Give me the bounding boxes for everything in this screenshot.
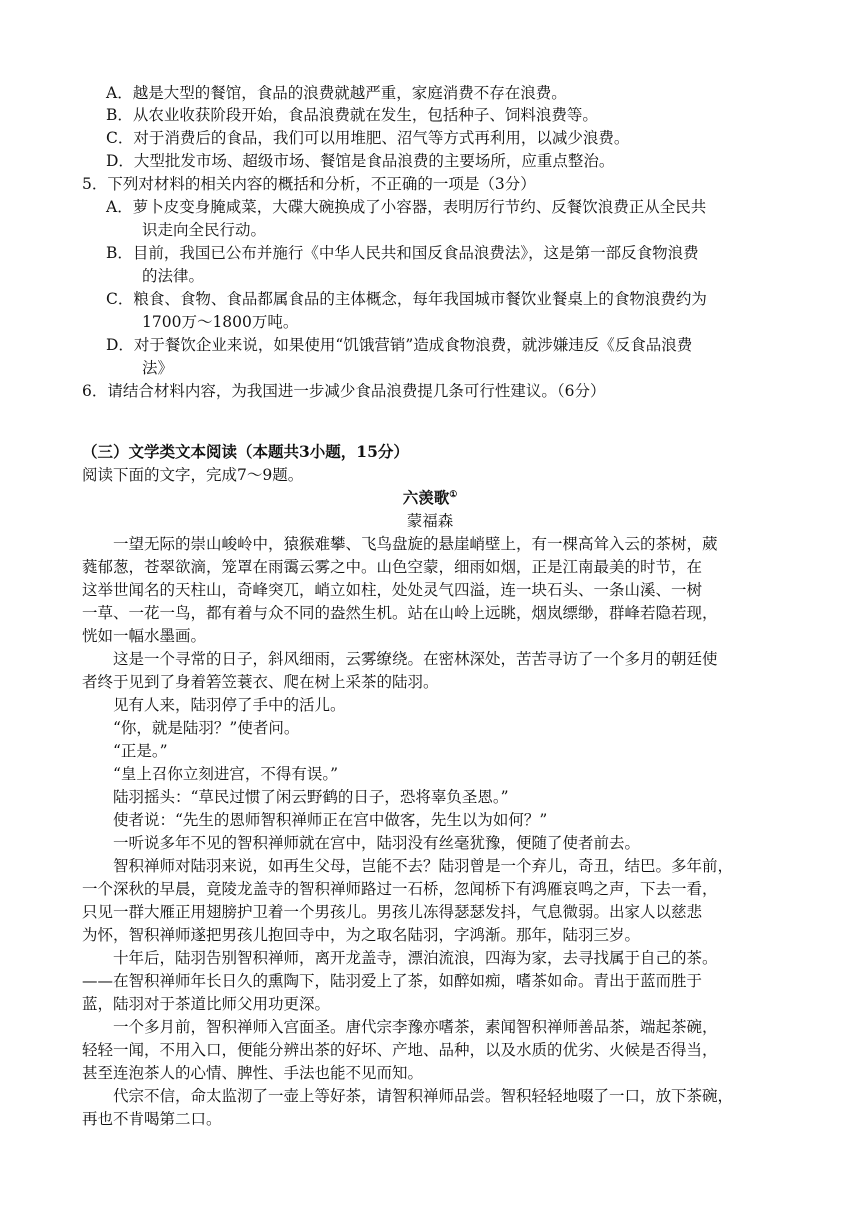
story-line: “你，就是陆羽？”使者问。 bbox=[82, 719, 300, 737]
story-line: 智积禅师对陆羽来说，如再生父母，岂能不去？陆羽曾是一个弃儿，奇丑，结巴。多年前， bbox=[82, 857, 734, 875]
story-title-text: 六羡歌 bbox=[402, 488, 450, 507]
story-line: 见有人来，陆羽停了手中的活儿。 bbox=[82, 696, 346, 714]
story-line: 甚至连泡茶人的心情、脾性、手法也能不见而知。 bbox=[82, 1064, 424, 1082]
q5-option-b-line1: B．目前，我国已公布并施行《中华人民共和国反食品浪费法》，这是第一部反食物浪费 bbox=[106, 244, 699, 262]
story-line: 再也不肯喝第二口。 bbox=[82, 1110, 222, 1128]
story-line: 只见一群大雁正用翅膀护卫着一个男孩儿。男孩儿冻得瑟瑟发抖，气息微弱。出家人以慈悲 bbox=[82, 903, 703, 921]
story-line: 轻轻一闻，不用入口，便能分辨出茶的好坏、产地、品种，以及水质的优劣、火候是否得当， bbox=[82, 1041, 718, 1059]
section-heading: （三）文学类文本阅读（本题共3小题，15分） bbox=[82, 442, 409, 461]
q4-option-d: D．大型批发市场、超级市场、餐馆是食品浪费的主要场所，应重点整治。 bbox=[106, 152, 615, 170]
q5-option-d-line1: D．对于餐饮企业来说，如果使用“饥饿营销”造成食物浪费，就涉嫌违反《反食品浪费 bbox=[106, 336, 693, 354]
story-author: 蒙福森 bbox=[406, 512, 454, 530]
story-line: 者终于见到了身着箬笠蓑衣、爬在树上采茶的陆羽。 bbox=[82, 673, 439, 691]
story-line: 恍如一幅水墨画。 bbox=[82, 627, 207, 645]
story-line: 这举世闻名的天柱山，奇峰突兀，峭立如柱，处处灵气四溢，连一块石头、一条山溪、一树 bbox=[82, 581, 703, 599]
story-line: 一望无际的崇山峻岭中，猿猴难攀、飞鸟盘旋的悬崖峭壁上，有一棵高耸入云的茶树，葳 bbox=[82, 535, 718, 553]
story-line: “正是。” bbox=[82, 742, 168, 760]
q4-option-a: A．越是大型的餐馆，食品的浪费就越严重，家庭消费不存在浪费。 bbox=[106, 84, 567, 102]
story-line: 蕤郁葱，苍翠欲滴，笼罩在雨霭云雾之中。山色空蒙，细雨如烟，正是江南最美的时节，在 bbox=[82, 558, 703, 576]
story-line: 一草、一花一鸟，都有着与众不同的盎然生机。站在山岭上远眺，烟岚缥缈，群峰若隐若现， bbox=[82, 604, 718, 622]
story-line: 一个深秋的早晨，竟陵龙盖寺的智积禅师路过一石桥，忽闻桥下有鸿雁哀鸣之声，下去一看， bbox=[82, 880, 718, 898]
story-line: 十年后，陆羽告别智积禅师，离开龙盖寺，漂泊流浪，四海为家，去寻找属于自己的茶。 bbox=[82, 949, 718, 967]
story-line: 一个多月前，智积禅师入宫面圣。唐代宗李豫亦嗜茶，素闻智积禅师善品茶，端起茶碗， bbox=[82, 1018, 718, 1036]
story-line: “皇上召你立刻进宫，不得有误。” bbox=[82, 765, 339, 783]
q5-option-b-line2: 的法律。 bbox=[142, 267, 205, 285]
q5-option-a-line1: A．萝卜皮变身腌咸菜，大碟大碗换成了小容器，表明厉行节约、反餐饮浪费正从全民共 bbox=[106, 198, 707, 216]
q4-option-c: C．对于消费后的食品，我们可以用堆肥、沼气等方式再利用，以减少浪费。 bbox=[106, 129, 630, 147]
q5-option-d-line2: 法》 bbox=[142, 359, 174, 377]
section-instruction: 阅读下面的文字，完成7～9题。 bbox=[82, 466, 304, 484]
story-line: 蓝，陆羽对于茶道比师父用功更深。 bbox=[82, 995, 331, 1013]
story-line: ——在智积禅师年长日久的熏陶下，陆羽爱上了茶，如醉如痴，嗜茶如命。青出于蓝而胜于 bbox=[82, 972, 703, 990]
q5-option-a-line2: 识走向全民行动。 bbox=[142, 221, 267, 239]
story-line: 使者说：“先生的恩师智积禅师正在宫中做客，先生以为如何？” bbox=[82, 811, 548, 829]
q5-stem: 5．下列对材料的相关内容的概括和分析，不正确的一项是（3分） bbox=[82, 175, 536, 193]
q5-option-c-line1: C．粮食、食物、食品都属食品的主体概念，每年我国城市餐饮业餐桌上的食物浪费约为 bbox=[106, 290, 707, 308]
q5-option-c-line2: 1700万～1800万吨。 bbox=[142, 313, 299, 331]
story-line: 代宗不信，命太监沏了一壶上等好茶，请智积禅师品尝。智积轻轻地啜了一口，放下茶碗， bbox=[82, 1087, 734, 1105]
story-line: 一听说多年不见的智积禅师就在宫中，陆羽没有丝毫犹豫，便随了使者前去。 bbox=[82, 834, 641, 852]
story-line: 为怀，智积禅师遂把男孩儿抱回寺中，为之取名陆羽，字鸿渐。那年，陆羽三岁。 bbox=[82, 926, 641, 944]
story-line: 这是一个寻常的日子，斜风细雨，云雾缭绕。在密林深处，苦苦寻访了一个多月的朝廷使 bbox=[82, 650, 718, 668]
story-title bbox=[0, 487, 860, 509]
title-footnote-mark: ① bbox=[449, 489, 458, 500]
q4-option-b: B．从农业收获阶段开始，食品浪费就在发生，包括种子、饲料浪费等。 bbox=[106, 106, 598, 124]
story-line: 陆羽摇头：“草民过惯了闲云野鹤的日子，恐将辜负圣恩。” bbox=[82, 788, 509, 806]
q6-stem: 6．请结合材料内容，为我国进一步减少食品浪费提几条可行性建议。（6分） bbox=[82, 382, 606, 400]
